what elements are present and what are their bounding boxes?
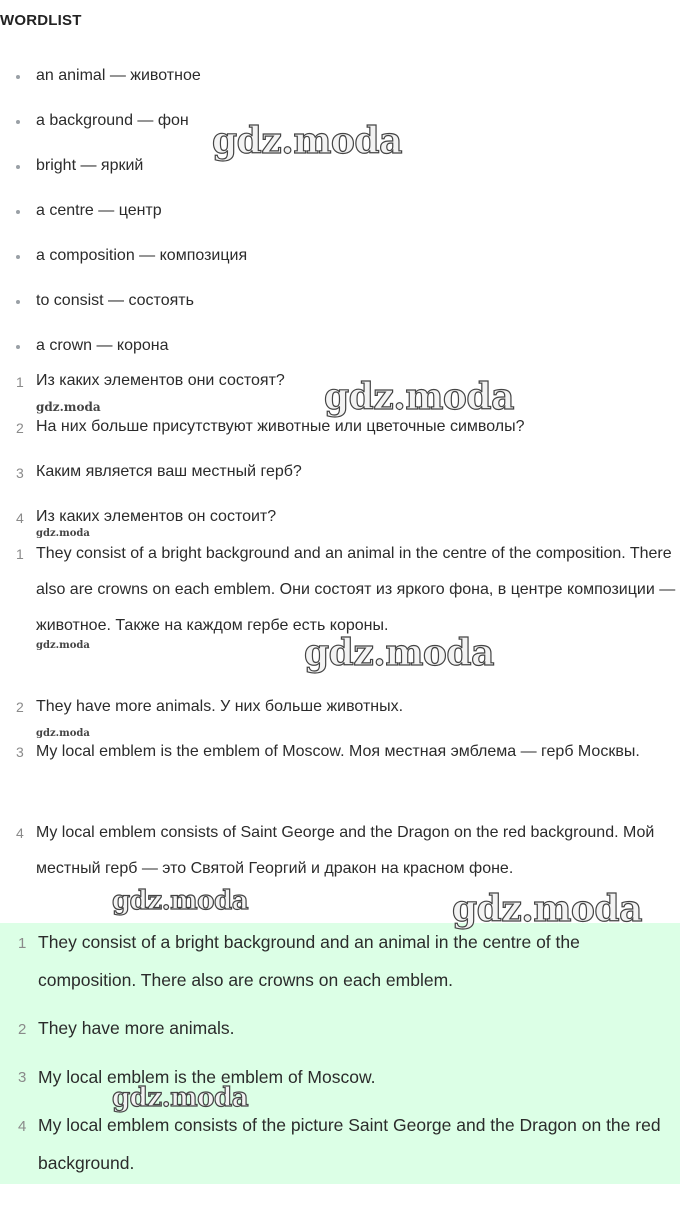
- watermark: gdz.moda: [36, 400, 101, 414]
- bullet-icon: [16, 300, 20, 304]
- list-item: [36, 202, 162, 220]
- watermark: gdz.moda: [324, 376, 514, 418]
- answer-text: They consist of a bright background and an animal in the centre of the composition. There also are crowns on each emblem. Они состоят из яркого фона, в центре композиции — животное. Также на каждом гербе есть короны.: [36, 545, 676, 634]
- answer-number: 4: [18, 1118, 27, 1135]
- question-text: На них больше присутствуют животные или цветочные символы?: [36, 418, 525, 435]
- watermark: gdz.moda: [112, 886, 249, 916]
- list-item: [36, 157, 143, 175]
- list-item: [36, 337, 169, 355]
- list-item: [36, 292, 194, 310]
- highlighted-answers: [0, 923, 680, 1184]
- answer-number: 1: [18, 935, 27, 952]
- answer-text: My local emblem is the emblem of Moscow.: [38, 1067, 376, 1087]
- word-entry: bright — яркий: [36, 157, 144, 174]
- bullet-icon: [16, 255, 20, 259]
- bullet-icon: [16, 165, 20, 169]
- question-text: Из каких элементов они состоят?: [36, 372, 285, 389]
- answer-number: 2: [18, 1021, 27, 1038]
- answer-text: My local emblem consists of Saint George and the Dragon on the red background. Мой местный герб — это Святой Георгий и дракон на красном фоне.: [36, 824, 655, 877]
- bullet-icon: [16, 120, 20, 124]
- watermark: gdz.moda: [452, 888, 642, 930]
- watermark: gdz.moda: [212, 120, 402, 162]
- answer-text: My local emblem consists of the picture Saint George and the Dragon on the red background.: [38, 1115, 661, 1173]
- answer-number: 2: [16, 699, 24, 715]
- answer-text: They have more animals.: [38, 1018, 235, 1038]
- watermark: gdz.moda: [36, 728, 90, 739]
- question-number: 4: [16, 510, 24, 526]
- list-item: [36, 67, 201, 85]
- word-entry: a centre — центр: [36, 202, 162, 219]
- answer-number: 3: [16, 744, 24, 760]
- word-entry: a background — фон: [36, 112, 189, 129]
- answer-number: 4: [16, 825, 24, 841]
- question-number: 3: [16, 465, 24, 481]
- question-number: 1: [16, 374, 24, 390]
- word-entry: a composition — композиция: [36, 247, 248, 264]
- wordlist-heading: WORDLIST: [0, 12, 82, 29]
- answer-number: 3: [18, 1069, 27, 1086]
- list-item: [36, 112, 189, 130]
- bullet-icon: [16, 75, 20, 79]
- answer-number: 1: [16, 546, 24, 562]
- watermark: gdz.moda: [36, 640, 90, 651]
- bullet-icon: [16, 210, 20, 214]
- watermark: gdz.moda: [304, 632, 494, 674]
- list-item: [36, 247, 247, 265]
- question-number: 2: [16, 420, 24, 436]
- bullet-icon: [16, 345, 20, 349]
- word-entry: a crown — корона: [36, 337, 169, 354]
- answer-text: They consist of a bright background and an animal in the centre of the composition. There also are crowns on each emblem.: [38, 932, 580, 990]
- word-entry: to consist — состоять: [36, 292, 194, 309]
- watermark: gdz.moda: [36, 528, 90, 539]
- question-text: Из каких элементов он состоит?: [36, 508, 277, 525]
- answer-text: My local emblem is the emblem of Moscow. Моя местная эмблема — герб Москвы.: [36, 743, 640, 760]
- answer-text: They have more animals. У них больше животных.: [36, 698, 404, 715]
- word-entry: an animal — животное: [36, 67, 201, 84]
- question-text: Каким является ваш местный герб?: [36, 463, 302, 480]
- watermark: gdz.moda: [112, 1083, 249, 1113]
